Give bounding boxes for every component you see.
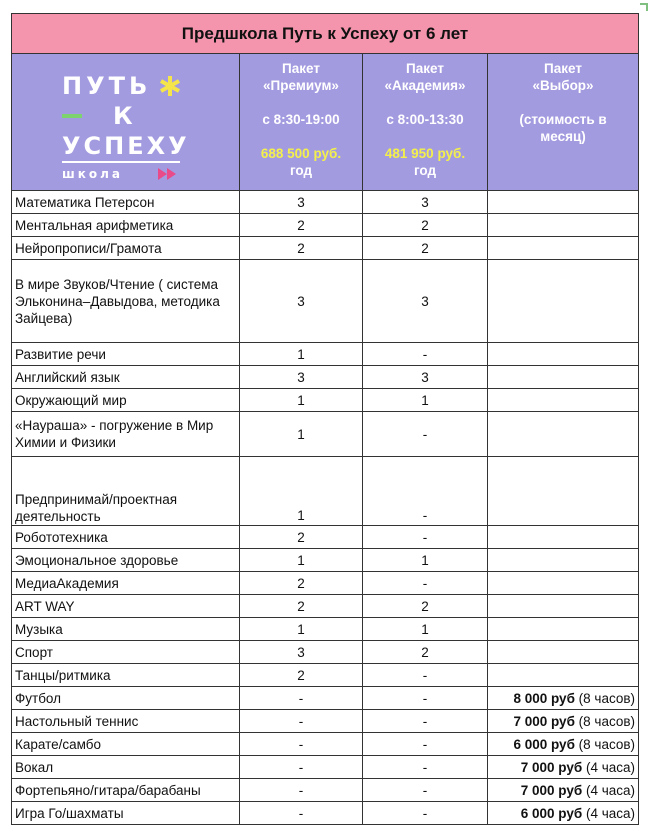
- subject-cell: Математика Петерсон: [12, 191, 240, 214]
- subject-cell: Музыка: [12, 618, 240, 641]
- premium-hours-cell: 3: [240, 641, 363, 664]
- academy-hours-cell: 2: [363, 641, 488, 664]
- academy-hours-cell: 3: [363, 191, 488, 214]
- subject-cell: Танцы/ритмика: [12, 664, 240, 687]
- premium-hours-cell: 2: [240, 237, 363, 260]
- table-row: [12, 802, 639, 825]
- table-row: [12, 191, 639, 214]
- premium-hours-cell: -: [240, 710, 363, 733]
- subject-cell: Спорт: [12, 641, 240, 664]
- subject-cell: Вокал: [12, 756, 240, 779]
- table-row: [12, 214, 639, 237]
- corner-marker-icon: [640, 3, 648, 11]
- academy-time: с 8:00-13:30: [386, 112, 464, 127]
- premium-hours-cell: -: [240, 687, 363, 710]
- logo-line-1: ПУТЬ: [61, 72, 151, 100]
- logo-line-4: школа: [61, 167, 123, 181]
- academy-hours-cell: 1: [363, 389, 488, 412]
- table-row: [12, 779, 639, 802]
- academy-hours-cell: -: [363, 343, 488, 366]
- price-table: [11, 13, 639, 825]
- subject-cell: Предпринимай/проектная деятельность: [12, 457, 240, 526]
- premium-hours-cell: 1: [240, 389, 363, 412]
- premium-hours-cell: 2: [240, 214, 363, 237]
- choice-price-cell: [488, 733, 639, 756]
- premium-header: [240, 54, 363, 191]
- academy-hours-cell: -: [363, 457, 488, 526]
- page-title: Предшколa Путь к Успеху от 6 лет: [12, 14, 639, 54]
- premium-hours-cell: 2: [240, 526, 363, 549]
- logo-graphic: [56, 60, 196, 184]
- premium-hours-cell: 3: [240, 191, 363, 214]
- premium-name: «Премиум»: [263, 78, 339, 93]
- academy-label: Пакет: [406, 61, 444, 76]
- choice-price-cell: [488, 687, 639, 710]
- choice-price-hours: (8 часов): [574, 713, 636, 729]
- choice-price-amount: 8 000 руб: [513, 690, 575, 706]
- table-row: [12, 260, 639, 343]
- subject-cell: Робототехника: [12, 526, 240, 549]
- choice-price-cell: [488, 756, 639, 779]
- premium-hours-cell: 3: [240, 366, 363, 389]
- choice-name: «Выбор»: [532, 78, 594, 93]
- choice-price-amount: 6 000 руб: [520, 805, 583, 821]
- choice-price-cell: [488, 802, 639, 825]
- logo-line-3: УСПЕХУ: [61, 132, 190, 160]
- choice-price-cell: [488, 214, 639, 237]
- subject-cell: Эмоциональное здоровье: [12, 549, 240, 572]
- choice-price-cell: [488, 366, 639, 389]
- academy-hours-cell: 1: [363, 549, 488, 572]
- choice-price-cell: [488, 595, 639, 618]
- subject-cell: «Науpаша» - погружение в Мир Химии и Физики: [12, 412, 240, 457]
- premium-time: с 8:30-19:00: [262, 112, 340, 127]
- choice-price-cell: [488, 710, 639, 733]
- academy-hours-cell: -: [363, 756, 488, 779]
- choice-price-cell: [488, 237, 639, 260]
- academy-hours-cell: 2: [363, 595, 488, 618]
- choice-header: [488, 54, 639, 191]
- premium-hours-cell: -: [240, 779, 363, 802]
- academy-hours-cell: 2: [363, 214, 488, 237]
- academy-hours-cell: -: [363, 412, 488, 457]
- choice-price-cell: [488, 343, 639, 366]
- academy-hours-cell: -: [363, 526, 488, 549]
- table-row: [12, 457, 639, 526]
- table-row: [12, 389, 639, 412]
- academy-name: «Академия»: [384, 78, 466, 93]
- choice-price-cell: [488, 457, 639, 526]
- premium-hours-cell: 1: [240, 412, 363, 457]
- academy-hours-cell: 1: [363, 618, 488, 641]
- table-row: [12, 687, 639, 710]
- subject-cell: Карате/самбо: [12, 733, 240, 756]
- subject-cell: Настольный теннис: [12, 710, 240, 733]
- choice-price-cell: [488, 549, 639, 572]
- academy-hours-cell: -: [363, 572, 488, 595]
- table-row: [12, 756, 639, 779]
- premium-hours-cell: -: [240, 802, 363, 825]
- premium-hours-cell: 2: [240, 664, 363, 687]
- premium-hours-cell: -: [240, 756, 363, 779]
- table-row: [12, 710, 639, 733]
- choice-note: (стоимость в месяц): [519, 112, 607, 144]
- table-row: [12, 641, 639, 664]
- subject-cell: МедиаАкадемия: [12, 572, 240, 595]
- table-row: [12, 549, 639, 572]
- choice-price-cell: [488, 664, 639, 687]
- choice-price-cell: [488, 191, 639, 214]
- table-row: [12, 412, 639, 457]
- subject-cell: В мире Звуков/Чтение ( система Эльконина–Давыдова, методика Зайцева): [12, 260, 240, 343]
- subject-cell: Развитие речи: [12, 343, 240, 366]
- choice-price-hours: (8 часов): [574, 690, 636, 706]
- table-row: [12, 343, 639, 366]
- choice-price-cell: [488, 260, 639, 343]
- academy-hours-cell: 3: [363, 366, 488, 389]
- choice-price-amount: 7 000 руб: [520, 782, 583, 798]
- subject-cell: Ментальная арифметика: [12, 214, 240, 237]
- academy-hours-cell: -: [363, 802, 488, 825]
- premium-label: Пакет: [282, 61, 320, 76]
- premium-hours-cell: 1: [240, 343, 363, 366]
- table-row: [12, 366, 639, 389]
- academy-hours-cell: -: [363, 779, 488, 802]
- header-row: [12, 54, 639, 191]
- choice-price-hours: (4 часа): [582, 805, 636, 821]
- academy-hours-cell: -: [363, 733, 488, 756]
- premium-hours-cell: 2: [240, 595, 363, 618]
- subject-cell: Английский язык: [12, 366, 240, 389]
- choice-label: Пакет: [544, 61, 582, 76]
- subject-cell: Фортепьяно/гитара/барабаны: [12, 779, 240, 802]
- choice-price-cell: [488, 641, 639, 664]
- premium-period: год: [289, 163, 313, 178]
- academy-price: 481 950 руб.: [384, 146, 466, 161]
- premium-hours-cell: 3: [240, 260, 363, 343]
- subject-cell: Футбол: [12, 687, 240, 710]
- subject-cell: Игра Го/шахматы: [12, 802, 240, 825]
- choice-price-cell: [488, 779, 639, 802]
- sheet-corner: [0, 0, 651, 12]
- subject-cell: Нейропрописи/Грамота: [12, 237, 240, 260]
- table-row: [12, 237, 639, 260]
- logo-line-2: К: [112, 102, 133, 130]
- choice-price-hours: (4 часа): [582, 782, 636, 798]
- choice-price-hours: (8 часов): [574, 736, 636, 752]
- school-logo: [12, 54, 240, 191]
- academy-hours-cell: -: [363, 710, 488, 733]
- table-row: [12, 526, 639, 549]
- academy-hours-cell: -: [363, 664, 488, 687]
- table-row: [12, 572, 639, 595]
- choice-price-cell: [488, 412, 639, 457]
- star-icon: [161, 76, 179, 96]
- premium-price: 688 500 руб.: [260, 146, 342, 161]
- table-row: [12, 664, 639, 687]
- choice-price-cell: [488, 389, 639, 412]
- choice-price-cell: [488, 526, 639, 549]
- academy-period: год: [413, 163, 437, 178]
- choice-price-amount: 7 000 руб: [520, 759, 583, 775]
- subject-cell: ART WAY: [12, 595, 240, 618]
- premium-hours-cell: 1: [240, 457, 363, 526]
- choice-price-hours: (4 часа): [582, 759, 636, 775]
- choice-price-cell: [488, 618, 639, 641]
- choice-price-amount: 7 000 руб: [513, 713, 575, 729]
- table-row: [12, 733, 639, 756]
- academy-hours-cell: -: [363, 687, 488, 710]
- academy-hours-cell: 3: [363, 260, 488, 343]
- premium-hours-cell: -: [240, 733, 363, 756]
- choice-price-amount: 6 000 руб: [513, 736, 575, 752]
- fast-forward-icon: [158, 168, 176, 180]
- academy-hours-cell: 2: [363, 237, 488, 260]
- premium-hours-cell: 1: [240, 549, 363, 572]
- choice-price-cell: [488, 572, 639, 595]
- table-row: [12, 595, 639, 618]
- subject-cell: Окружающий мир: [12, 389, 240, 412]
- premium-hours-cell: 2: [240, 572, 363, 595]
- academy-header: [363, 54, 488, 191]
- premium-hours-cell: 1: [240, 618, 363, 641]
- table-row: [12, 618, 639, 641]
